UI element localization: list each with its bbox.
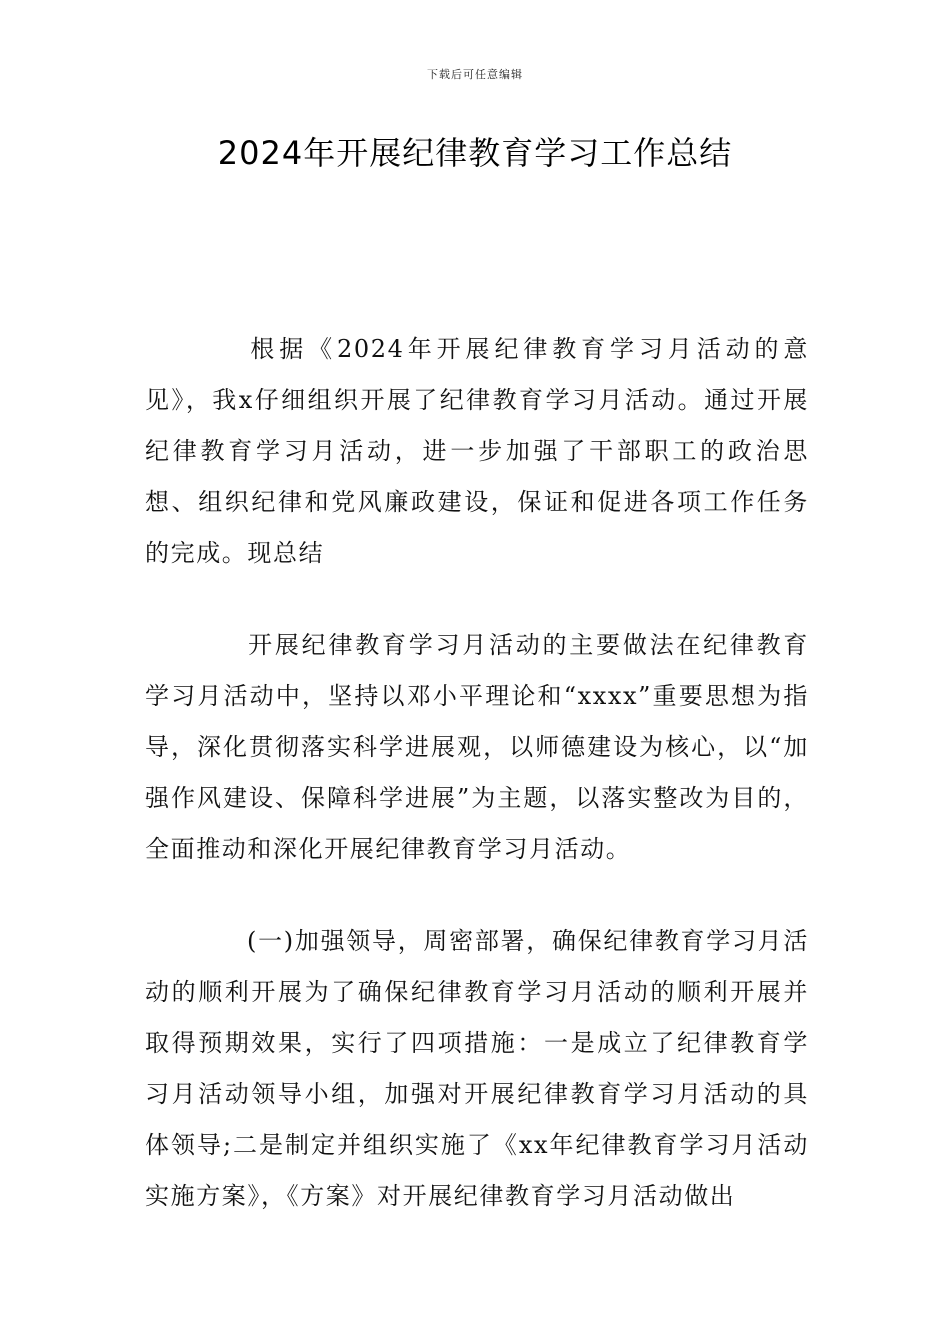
paragraph-1	[145, 324, 809, 579]
header-note: 下载后可任意编辑	[427, 68, 523, 81]
paragraph-3	[145, 916, 809, 1222]
paragraph-2	[145, 620, 809, 875]
paragraph-1-text: 根据《2024年开展纪律教育学习月活动的意见》，我x仔细组织开展了纪律教育学习月活动。通过开展纪律教育学习月活动，进一步加强了干部职工的政治思想、组织纪律和党风廉政建设，保证和促进各项工作任务的完成。现总结	[145, 335, 809, 567]
document-title: 2024年开展纪律教育学习工作总结	[217, 134, 733, 172]
paragraph-3-text: (一)加强领导，周密部署，确保纪律教育学习月活动的顺利开展为了确保纪律教育学习月活动的顺利开展并取得预期效果，实行了四项措施：一是成立了纪律教育学习月活动领导小组，加强对开展纪律教育学习月活动的具体领导;二是制定并组织实施了《xx年纪律教育学习月活动实施方案》，《方案》对开展纪律教育学习月活动做出	[145, 927, 809, 1210]
paragraph-2-text: 开展纪律教育学习月活动的主要做法在纪律教育学习月活动中，坚持以邓小平理论和“xxxx”重要思想为指导，深化贯彻落实科学进展观，以师德建设为核心，以“加强作风建设、保障科学进展”为主题，以落实整改为目的，全面推动和深化开展纪律教育学习月活动。	[145, 631, 809, 863]
